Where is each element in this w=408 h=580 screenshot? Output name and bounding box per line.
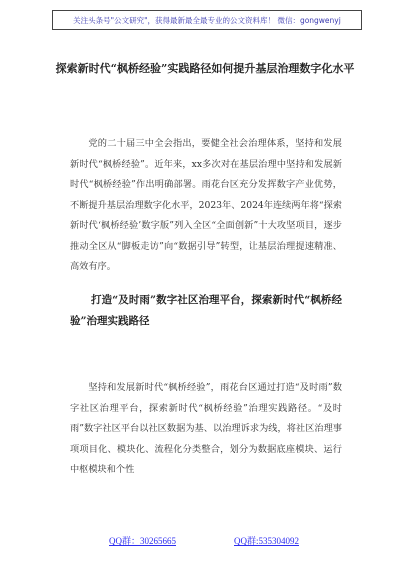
header-banner [52, 10, 362, 30]
body-paragraph-2: 坚持和发展新时代“枫桥经验”，雨花台区通过打造“及时雨”数字社区治理平台，探索新时代“枫桥经验”治理实践路径。“及时雨”数字社区平台以社区数据为基、以治理诉求为线，将社区治理事项项目化、模块化、流程化分类整合，划分为数据底座模块、运行中枢模块和个性 [70, 382, 342, 475]
footer-qq-group-2[interactable]: QQ群:535304092 [234, 536, 299, 546]
footer [0, 534, 408, 547]
header-banner-text: 关注头条号"公文研究"，获得最新最全最专业的公文资料库！ 微信：gongwenyj [73, 15, 341, 25]
body-paragraph-1: 党的二十届三中全会指出，要健全社会治理体系，坚持和发展新时代“枫桥经验”。近年来，xx多次对在基层治理中坚持和发展新时代“枫桥经验”作出明确部署。雨花台区充分发挥数字产业优势，不断提升基层治理数字化水平，2023年、2024年连续两年将“探索新时代‘枫桥经验’数字版”列入全区“全面创新”十大攻坚项目，逐步推动全区从“脚板走访”向“数据引导”转型，让基层治理提速精准、高效有序。 [70, 138, 342, 272]
document-title: 探索新时代“枫桥经验”实践路径如何提升基层治理数字化水平 [55, 62, 355, 75]
footer-qq-group-1[interactable]: QQ群：30265665 [109, 536, 176, 546]
section-heading: 打造“及时雨”数字社区治理平台，探索新时代“枫桥经验”治理实践路径 [70, 294, 342, 327]
